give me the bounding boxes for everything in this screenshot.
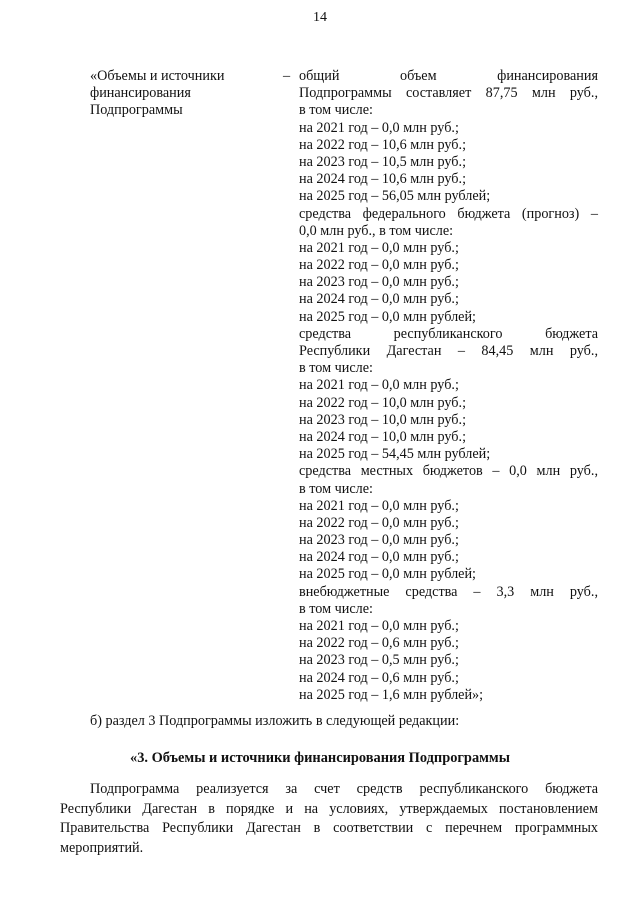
passport-label <box>90 68 280 120</box>
passport-value-line: в том числе: <box>299 360 373 377</box>
passport-dash: – <box>283 68 291 84</box>
passport-value-line: на 2021 год – 0,0 млн руб.; <box>299 497 459 514</box>
paragraph-line: Республики Дагестан в порядке и на условиях, утверждаемых постановлением <box>60 800 598 817</box>
passport-value-line: 0,0 млн руб., в том числе: <box>299 222 454 239</box>
passport-value-line: средства местных бюджетов – 0,0 млн руб., <box>299 463 598 480</box>
passport-value-line: на 2023 год – 0,5 млн руб.; <box>299 652 459 669</box>
passport-value-line: на 2022 год – 10,0 млн руб.; <box>299 394 467 411</box>
passport-value-line: на 2024 год – 0,6 млн руб.; <box>299 669 459 686</box>
passport-value-line: на 2025 год – 54,45 млн рублей; <box>299 446 491 463</box>
passport-value-line: на 2023 год – 0,0 млн руб.; <box>299 532 459 549</box>
passport-value-line: на 2021 год – 0,0 млн руб.; <box>299 377 459 394</box>
passport-value-line: на 2021 год – 0,0 млн руб.; <box>299 239 459 256</box>
passport-value-line: внебюджетные средства – 3,3 млн руб., <box>299 583 598 600</box>
passport-value-line: на 2022 год – 0,6 млн руб.; <box>299 635 459 652</box>
passport-label-line: «Объемы и источники <box>90 68 225 84</box>
passport-value-line: средства федерального бюджета (прогноз) – <box>299 205 598 222</box>
paragraph-line: мероприятий. <box>60 839 144 856</box>
paragraph-line: Подпрограмма реализуется за счет средств республиканского бюджета <box>90 781 598 797</box>
passport-value-line: на 2024 год – 0,0 млн руб.; <box>299 291 459 308</box>
passport-value-line: на 2023 год – 0,0 млн руб.; <box>299 274 459 291</box>
passport-value <box>299 68 598 704</box>
section-heading: «3. Объемы и источники финансирования Подпрограммы <box>130 750 510 766</box>
passport-value-line: на 2023 год – 10,5 млн руб.; <box>299 153 467 170</box>
page-number: 14 <box>313 10 327 25</box>
passport-value-line: на 2025 год – 1,6 млн рублей»; <box>299 686 484 703</box>
instruction-b: б) раздел 3 Подпрограммы изложить в следующей редакции: <box>90 713 460 729</box>
passport-value-line: в том числе: <box>299 480 373 497</box>
passport-value-line: на 2024 год – 10,0 млн руб.; <box>299 428 467 445</box>
passport-value-line: на 2021 год – 0,0 млн руб.; <box>299 119 459 136</box>
passport-label-line: Подпрограммы <box>90 102 183 119</box>
section-paragraph <box>60 780 598 858</box>
passport-value-line: общий объем финансирования <box>299 68 598 84</box>
passport-value-line: на 2022 год – 0,0 млн руб.; <box>299 514 459 531</box>
passport-value-line: на 2025 год – 0,0 млн рублей; <box>299 308 476 325</box>
passport-value-line: на 2022 год – 10,6 млн руб.; <box>299 136 467 153</box>
passport-value-line: в том числе: <box>299 102 373 119</box>
passport-value-line: Подпрограммы составляет 87,75 млн руб., <box>299 85 598 102</box>
passport-value-line: на 2024 год – 0,0 млн руб.; <box>299 549 459 566</box>
paragraph-line: Правительства Республики Дагестан в соответствии с перечнем программных <box>60 820 598 837</box>
passport-value-line: на 2021 год – 0,0 млн руб.; <box>299 618 459 634</box>
passport-value-line: на 2025 год – 56,05 млн рублей; <box>299 188 491 205</box>
passport-label-line: финансирования <box>90 85 191 102</box>
passport-value-line: в том числе: <box>299 600 373 617</box>
passport-value-line: на 2024 год – 10,6 млн руб.; <box>299 171 467 188</box>
passport-value-line: Республики Дагестан – 84,45 млн руб., <box>299 343 598 359</box>
passport-value-line: средства республиканского бюджета <box>299 325 598 342</box>
passport-value-line: на 2023 год – 10,0 млн руб.; <box>299 411 467 428</box>
passport-value-line: на 2022 год – 0,0 млн руб.; <box>299 257 459 274</box>
passport-value-line: на 2025 год – 0,0 млн рублей; <box>299 566 476 583</box>
